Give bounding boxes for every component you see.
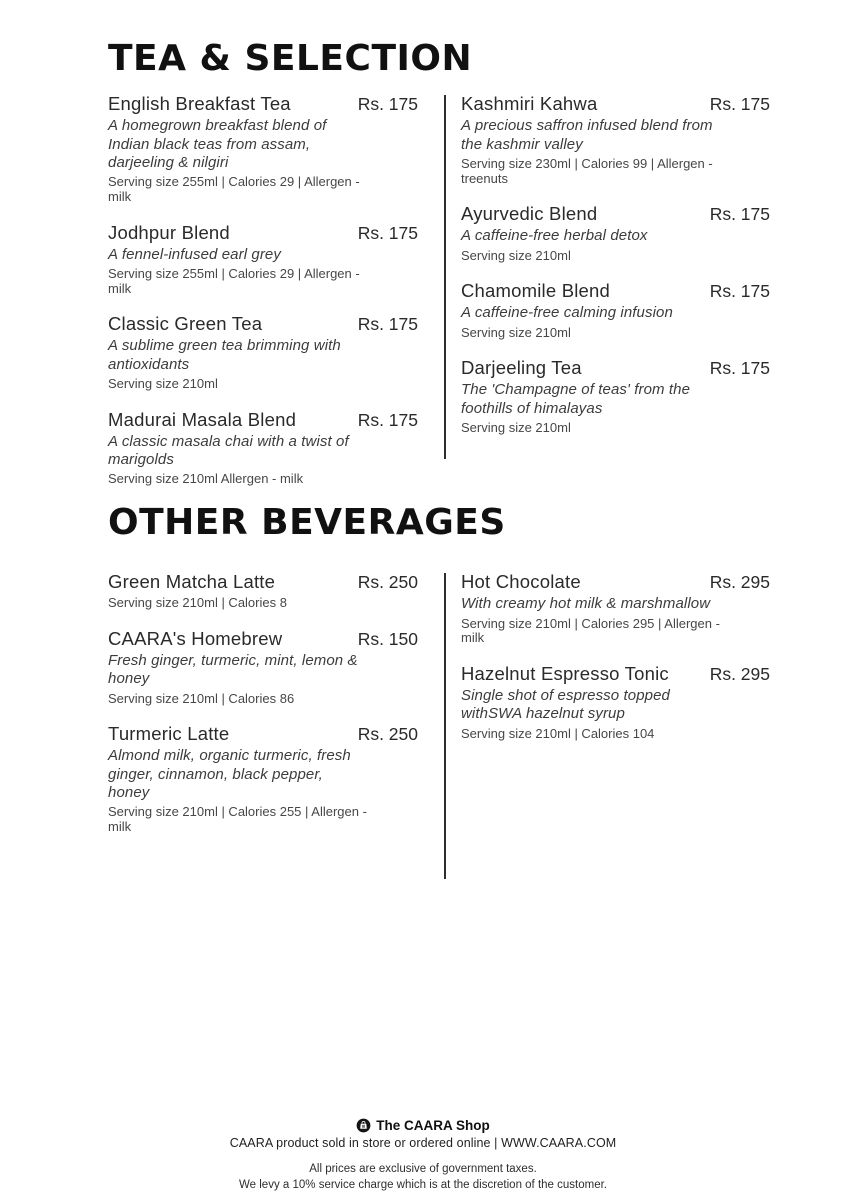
item-price: Rs. 295	[709, 572, 770, 593]
item-name: Darjeeling Tea	[461, 357, 582, 379]
item-description: A caffeine-free calming infusion	[461, 304, 673, 322]
column-divider	[444, 95, 446, 459]
item-meta: Serving size 255ml | Calories 29 | Allergen - milk	[108, 174, 360, 204]
item-description: A homegrown breakfast blend of Indian black teas from assam, darjeeling & nilgiri	[108, 117, 327, 171]
item-description: Almond milk, organic turmeric, fresh ginger, cinnamon, black pepper, honey	[108, 747, 351, 801]
menu-item-madurai-masala-blend	[108, 409, 418, 487]
item-name: Chamomile Blend	[461, 280, 611, 302]
footer-brand	[0, 1118, 846, 1133]
menu-item-kashmiri-kahwa	[461, 93, 770, 186]
item-price: Rs. 250	[357, 572, 418, 593]
shop-name: The CAARA Shop	[376, 1118, 490, 1133]
item-meta: Serving size 210ml	[108, 375, 218, 391]
menu-item-turmeric-latte	[108, 723, 418, 834]
menu-item-darjeeling-tea	[461, 357, 770, 435]
item-description: A caffeine-free herbal detox	[461, 227, 648, 245]
footer-notes	[0, 1162, 846, 1193]
item-name: Kashmiri Kahwa	[461, 93, 598, 115]
item-price: Rs. 250	[357, 724, 418, 745]
item-name: Green Matcha Latte	[108, 571, 276, 593]
column-divider	[444, 573, 446, 879]
item-price: Rs. 295	[709, 664, 770, 685]
item-price: Rs. 175	[709, 94, 770, 115]
item-price: Rs. 175	[709, 204, 770, 225]
item-description: A precious saffron infused blend from the kashmir valley	[461, 117, 713, 153]
item-meta: Serving size 210ml Allergen - milk	[108, 471, 304, 487]
section-tea-columns	[108, 93, 770, 504]
item-name: Ayurvedic Blend	[461, 203, 598, 225]
item-price: Rs. 175	[709, 281, 770, 302]
item-description: A classic masala chai with a twist of marigolds	[108, 432, 349, 468]
item-price: Rs. 175	[357, 409, 418, 430]
item-meta: Serving size 210ml | Calories 86	[108, 690, 295, 706]
menu-item-hot-chocolate	[461, 571, 770, 646]
beverages-column-left	[108, 571, 444, 851]
tea-column-left	[108, 93, 444, 504]
menu-item-jodhpur-blend	[108, 222, 418, 297]
item-name: Classic Green Tea	[108, 313, 263, 335]
section-other-beverages	[108, 502, 770, 852]
item-description: A fennel-infused earl grey	[108, 245, 281, 263]
footer	[0, 1118, 846, 1193]
item-meta: Serving size 255ml | Calories 29 | Allergen - milk	[108, 265, 360, 296]
section-tea-title: TEA & SELECTION	[108, 38, 473, 79]
section-tea	[108, 38, 770, 504]
shopping-bag-icon	[356, 1118, 371, 1133]
item-meta: Serving size 210ml	[461, 324, 571, 340]
item-meta: Serving size 210ml	[461, 419, 571, 435]
menu-item-hazelnut-espresso-tonic	[461, 663, 770, 741]
menu-item-chamomile-blend	[461, 280, 770, 340]
item-description: With creamy hot milk & marshmallow	[461, 595, 711, 613]
item-meta: Serving size 210ml	[461, 247, 571, 263]
item-name: Hazelnut Espresso Tonic	[461, 663, 669, 685]
item-meta: Serving size 210ml | Calories 8	[108, 595, 287, 611]
item-meta: Serving size 210ml | Calories 295 | Allergen - milk	[461, 615, 720, 646]
item-price: Rs. 175	[357, 94, 418, 115]
menu-item-green-matcha-latte	[108, 571, 418, 611]
footer-note-taxes: All prices are exclusive of government taxes.	[309, 1163, 537, 1175]
item-name: Turmeric Latte	[108, 723, 230, 745]
beverages-column-right	[444, 571, 770, 758]
tea-column-right	[444, 93, 770, 452]
item-name: English Breakfast Tea	[108, 93, 291, 115]
item-price: Rs. 175	[709, 358, 770, 379]
item-name: CAARA's Homebrew	[108, 628, 283, 650]
menu-item-english-breakfast-tea	[108, 93, 418, 204]
menu-item-classic-green-tea	[108, 313, 418, 391]
item-meta: Serving size 210ml | Calories 255 | Allergen - milk	[108, 804, 367, 834]
footer-shop-line: CAARA product sold in store or ordered online | WWW.CAARA.COM	[229, 1136, 617, 1150]
item-name: Jodhpur Blend	[108, 221, 230, 243]
footer-note-service-charge: We levy a 10% service charge which is at the discretion of the customer.	[239, 1178, 607, 1191]
item-description: The 'Champagne of teas' from the foothills of himalayas	[461, 381, 691, 417]
item-price: Rs. 150	[357, 629, 418, 650]
item-name: Madurai Masala Blend	[108, 408, 297, 430]
section-other-beverages-columns	[108, 571, 770, 851]
menu-item-ayurvedic-blend	[461, 203, 770, 263]
item-meta: Serving size 210ml | Calories 104	[461, 725, 655, 741]
section-other-beverages-title: OTHER BEVERAGES	[108, 502, 506, 543]
item-description: Single shot of espresso topped withSWA hazelnut syrup	[461, 687, 670, 723]
item-description: Fresh ginger, turmeric, mint, lemon & honey	[108, 652, 358, 688]
item-price: Rs. 175	[357, 222, 418, 243]
menu-item-caaras-homebrew	[108, 628, 418, 706]
item-description: A sublime green tea brimming with antioxidants	[108, 337, 341, 373]
item-price: Rs. 175	[357, 314, 418, 335]
item-meta: Serving size 230ml | Calories 99 | Allergen -treenuts	[461, 155, 713, 186]
item-name: Hot Chocolate	[461, 571, 581, 593]
